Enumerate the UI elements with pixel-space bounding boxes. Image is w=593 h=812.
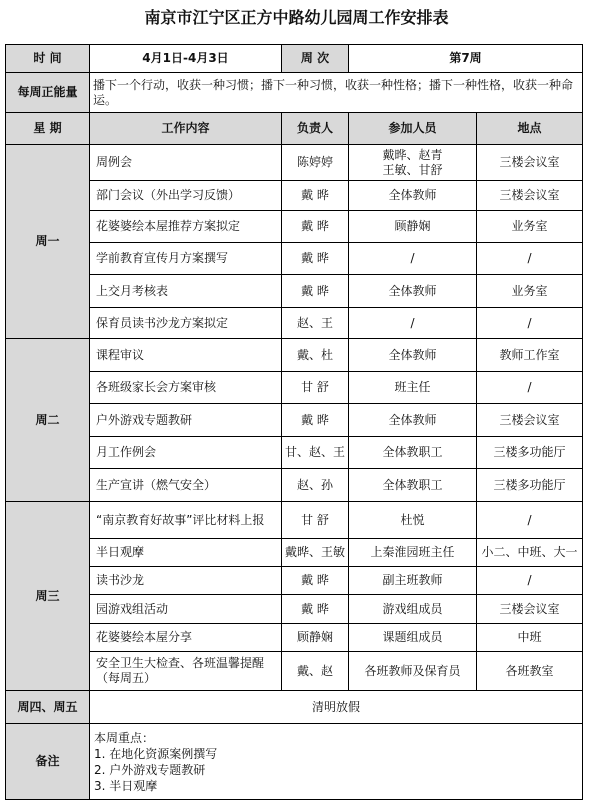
notes-label: 备注 (6, 724, 90, 800)
work-item: 花婆婆绘本屋推荐方案拟定 (90, 211, 282, 243)
schedule-row (6, 211, 583, 243)
schedule-row (6, 652, 583, 691)
participants-cell: 课题组成员 (349, 624, 477, 652)
energy-row (6, 73, 583, 113)
work-item: 生产宣讲（燃气安全） (90, 469, 282, 502)
participants-cell: 戴晔、赵青 王敏、甘舒 (349, 145, 477, 181)
work-item: 上交月考核表 (90, 275, 282, 308)
participants-cell: 全体教师 (349, 339, 477, 372)
thu-fri-label: 周四、周五 (6, 691, 90, 724)
place-cell: 业务室 (477, 211, 583, 243)
work-item: 安全卫生大检查、各班温馨提醒（每周五） (90, 652, 282, 691)
place-cell: 小二、中班、大一 (477, 539, 583, 567)
owner-cell: 陈婷婷 (282, 145, 349, 181)
owner-cell: 甘 舒 (282, 502, 349, 539)
place-cell: / (477, 243, 583, 275)
owner-cell: 戴 晔 (282, 275, 349, 308)
place-cell: 三楼会议室 (477, 145, 583, 181)
owner-cell: 戴、杜 (282, 339, 349, 372)
owner-cell: 戴、赵 (282, 652, 349, 691)
work-item: 保育员读书沙龙方案拟定 (90, 308, 282, 339)
column-header-owner: 负责人 (282, 113, 349, 145)
participants-cell: 上秦淮园班主任 (349, 539, 477, 567)
energy-label: 每周正能量 (6, 73, 90, 113)
thu-fri-text: 清明放假 (90, 691, 583, 724)
place-cell: / (477, 372, 583, 404)
notes-item: 2. 户外游戏专题教研 (94, 762, 206, 777)
place-cell: 三楼会议室 (477, 181, 583, 211)
week-label: 周 次 (282, 45, 349, 73)
place-cell: 三楼多功能厅 (477, 437, 583, 469)
schedule-row (6, 624, 583, 652)
work-item: 学前教育宣传月方案撰写 (90, 243, 282, 275)
work-item: 各班级家长会方案审核 (90, 372, 282, 404)
time-label: 时 间 (6, 45, 90, 73)
participants-cell: 各班教师及保育员 (349, 652, 477, 691)
work-item: 月工作例会 (90, 437, 282, 469)
place-cell: / (477, 502, 583, 539)
schedule-row (6, 502, 583, 539)
work-item: 花婆婆绘本屋分享 (90, 624, 282, 652)
owner-cell: 赵、王 (282, 308, 349, 339)
owner-cell: 戴 晔 (282, 211, 349, 243)
owner-cell: 甘 舒 (282, 372, 349, 404)
work-item: 读书沙龙 (90, 567, 282, 595)
work-item: 课程审议 (90, 339, 282, 372)
day-label: 周二 (6, 339, 90, 502)
participants-cell: 顾静娴 (349, 211, 477, 243)
owner-cell: 戴 晔 (282, 595, 349, 624)
column-header-day: 星 期 (6, 113, 90, 145)
participants-cell: 全体教师 (349, 404, 477, 437)
work-item: 半日观摩 (90, 539, 282, 567)
participants-cell: 杜悦 (349, 502, 477, 539)
participants-cell: 副主班教师 (349, 567, 477, 595)
place-cell: / (477, 308, 583, 339)
week-value: 第7周 (349, 45, 583, 73)
page-title: 南京市江宁区正方中路幼儿园周工作安排表 (144, 8, 449, 27)
work-item: 园游戏组活动 (90, 595, 282, 624)
place-cell: 业务室 (477, 275, 583, 308)
participants-cell: / (349, 308, 477, 339)
participants-cell: 全体教师 (349, 275, 477, 308)
place-cell: / (477, 567, 583, 595)
schedule-row (6, 339, 583, 372)
place-cell: 三楼多功能厅 (477, 469, 583, 502)
column-header-participants: 参加人员 (349, 113, 477, 145)
participants-cell: 班主任 (349, 372, 477, 404)
owner-cell: 甘、赵、王 (282, 437, 349, 469)
participants-cell: 全体教职工 (349, 437, 477, 469)
work-item: 部门会议（外出学习反馈） (90, 181, 282, 211)
notes-item: 3. 半日观摩 (94, 778, 158, 793)
column-header-work: 工作内容 (90, 113, 282, 145)
place-cell: 各班教室 (477, 652, 583, 691)
owner-cell: 赵、孙 (282, 469, 349, 502)
schedule-row (6, 437, 583, 469)
place-cell: 三楼会议室 (477, 404, 583, 437)
weekly-schedule-table (5, 44, 583, 800)
place-cell: 教师工作室 (477, 339, 583, 372)
owner-cell: 顾静娴 (282, 624, 349, 652)
energy-text: 播下一个行动，收获一种习惯；播下一种习惯，收获一种性格；播下一种性格，收获一种命运。 (90, 73, 583, 113)
schedule-row (6, 539, 583, 567)
header-row (6, 45, 583, 73)
day-label: 周三 (6, 502, 90, 691)
schedule-row (6, 595, 583, 624)
owner-cell: 戴 晔 (282, 404, 349, 437)
participants-cell: 游戏组成员 (349, 595, 477, 624)
participants-cell: / (349, 243, 477, 275)
notes-item: 1. 在地化资源案例撰写 (94, 746, 218, 761)
place-cell: 三楼会议室 (477, 595, 583, 624)
schedule-row (6, 372, 583, 404)
date-range: 4月1日-4月3日 (90, 45, 282, 73)
column-header-row (6, 113, 583, 145)
owner-cell: 戴 晔 (282, 567, 349, 595)
schedule-row (6, 145, 583, 181)
schedule-row (6, 308, 583, 339)
owner-cell: 戴 晔 (282, 243, 349, 275)
schedule-row (6, 181, 583, 211)
thu-fri-row (6, 691, 583, 724)
participants-cell: 全体教师 (349, 181, 477, 211)
column-header-place: 地点 (477, 113, 583, 145)
schedule-row (6, 243, 583, 275)
work-item: “南京教育好故事”评比材料上报 (90, 502, 282, 539)
notes-heading: 本周重点： (94, 730, 155, 745)
schedule-row (6, 469, 583, 502)
owner-cell: 戴 晔 (282, 181, 349, 211)
participants-cell: 全体教职工 (349, 469, 477, 502)
schedule-row (6, 567, 583, 595)
schedule-row (6, 404, 583, 437)
day-label: 周一 (6, 145, 90, 339)
work-item: 户外游戏专题教研 (90, 404, 282, 437)
schedule-row (6, 275, 583, 308)
place-cell: 中班 (477, 624, 583, 652)
work-item: 周例会 (90, 145, 282, 181)
owner-cell: 戴晔、王敏 (282, 539, 349, 567)
notes-content (90, 724, 583, 800)
notes-row (6, 724, 583, 800)
